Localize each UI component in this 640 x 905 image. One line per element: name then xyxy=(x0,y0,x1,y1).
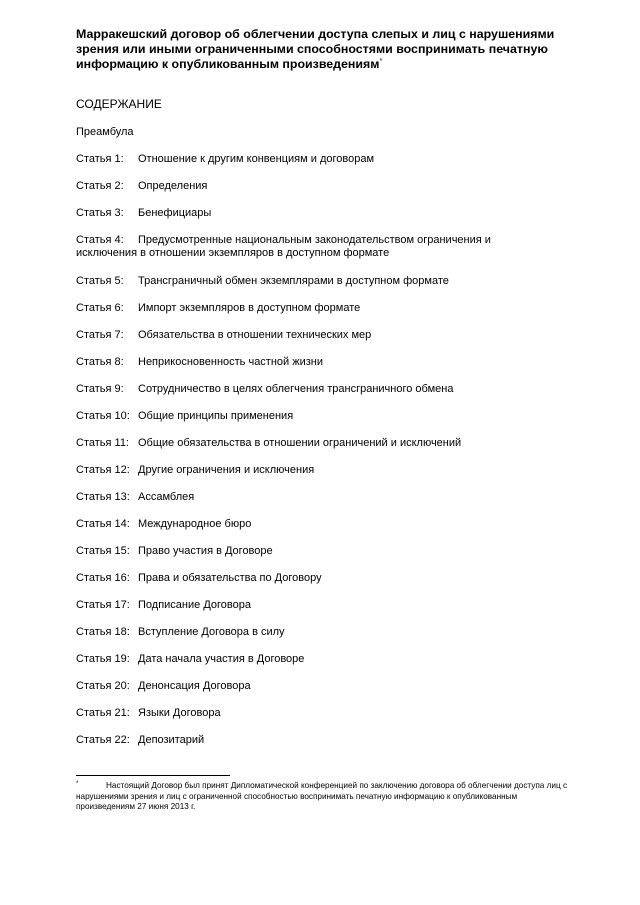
toc-item-number: Статья 12: xyxy=(76,464,130,476)
footnote xyxy=(76,781,576,813)
toc-item-title: Отношение к другим конвенциям и договорам xyxy=(138,153,375,165)
toc-item xyxy=(76,410,546,423)
toc-item xyxy=(76,707,546,720)
toc-item xyxy=(76,734,546,747)
toc-item-number: Статья 4: xyxy=(76,234,124,246)
contents-heading: СОДЕРЖАНИЕ xyxy=(76,97,162,111)
toc-item-title: Импорт экземпляров в доступном формате xyxy=(138,302,361,314)
toc-item xyxy=(76,329,546,342)
toc-item xyxy=(76,437,546,450)
toc-item xyxy=(76,653,546,666)
toc-item-title: Неприкосновенность частной жизни xyxy=(138,356,324,368)
toc-item-number: Статья 22: xyxy=(76,734,130,746)
toc-item xyxy=(76,356,546,369)
toc-item-number: Статья 17: xyxy=(76,599,130,611)
title-footnote-mark: * xyxy=(379,58,383,65)
toc-item-title: Обязательства в отношении технических мер xyxy=(138,329,372,341)
toc-item-number: Статья 14: xyxy=(76,518,130,530)
toc-item xyxy=(76,180,546,193)
toc-item-title: Сотрудничество в целях облегчения трансграничного обмена xyxy=(138,383,454,395)
toc-item xyxy=(76,275,546,288)
toc-item-number: Статья 13: xyxy=(76,491,130,503)
toc-item-title: Общие принципы применения xyxy=(138,410,294,422)
toc-item xyxy=(76,153,546,166)
toc-item xyxy=(76,680,546,693)
toc-item-number: Статья 3: xyxy=(76,207,124,219)
toc-item xyxy=(76,626,546,639)
toc-item-number: Статья 2: xyxy=(76,180,124,192)
toc-item-title: Депозитарий xyxy=(138,734,205,746)
toc-item-title: Международное бюро xyxy=(138,518,252,530)
footnote-separator xyxy=(76,775,230,776)
toc-item-title: Предусмотренные национальным законодательством ограничения и исключения в отношении экземпляров в доступном формате xyxy=(76,234,491,259)
toc-item-title: Бенефициары xyxy=(138,207,212,219)
document-title-text: Марракешский договор об облегчении доступа слепых и лиц с нарушениями зрения или иными ограниченными способностями воспринимать печатную информацию к опубликованным произведениям xyxy=(76,27,555,71)
footnote-text: Настоящий Договор был принят Дипломатической конференцией по заключению договора об облегчении доступа лиц с нарушениями зрения и лиц с ограниченной способностью воспринимать печатную информацию к опубликованным произведениям 27 июня 2013 г. xyxy=(76,781,568,811)
toc-item-number: Статья 8: xyxy=(76,356,124,368)
toc-item xyxy=(76,572,546,585)
toc-item-number: Статья 19: xyxy=(76,653,130,665)
toc-item-number: Статья 9: xyxy=(76,383,124,395)
toc-item xyxy=(76,599,546,612)
toc-item xyxy=(76,464,546,477)
toc-item xyxy=(76,491,546,504)
toc-item-title: Дата начала участия в Договоре xyxy=(138,653,305,665)
toc-item xyxy=(76,234,546,260)
toc-item-title: Языки Договора xyxy=(138,707,221,719)
toc-item-title: Денонсация Договора xyxy=(138,680,251,692)
toc-item xyxy=(76,302,546,315)
toc-item-title: Трансграничный обмен экземплярами в доступном формате xyxy=(138,275,449,287)
toc-item-number: Статья 7: xyxy=(76,329,124,341)
toc-item xyxy=(76,518,546,531)
toc-item-title: Другие ограничения и исключения xyxy=(138,464,315,476)
toc-item-title: Подписание Договора xyxy=(138,599,251,611)
toc-item-title: Право участия в Договоре xyxy=(138,545,273,557)
toc-item xyxy=(76,545,546,558)
toc-item-number: Статья 15: xyxy=(76,545,130,557)
toc-item-preamble: Преамбула xyxy=(76,126,134,138)
toc-item-number: Статья 6: xyxy=(76,302,124,314)
toc-item-number: Статья 21: xyxy=(76,707,130,719)
toc-item-title: Общие обязательства в отношении ограничений и исключений xyxy=(138,437,462,449)
toc-item-title: Вступление Договора в силу xyxy=(138,626,285,638)
toc-item xyxy=(76,207,546,220)
toc-item-number: Статья 5: xyxy=(76,275,124,287)
toc-item-title: Определения xyxy=(138,180,208,192)
toc-item xyxy=(76,383,546,396)
document-title xyxy=(76,27,596,72)
toc-item-number: Статья 11: xyxy=(76,437,129,449)
toc-item-number: Статья 10: xyxy=(76,410,130,422)
toc-item-title: Ассамблея xyxy=(138,491,195,503)
toc-item-number: Статья 20: xyxy=(76,680,130,692)
footnote-mark: * xyxy=(76,781,79,787)
toc-item-number: Статья 18: xyxy=(76,626,130,638)
toc-item-number: Статья 16: xyxy=(76,572,130,584)
toc-item-title: Права и обязательства по Договору xyxy=(138,572,322,584)
toc-item-number: Статья 1: xyxy=(76,153,124,165)
